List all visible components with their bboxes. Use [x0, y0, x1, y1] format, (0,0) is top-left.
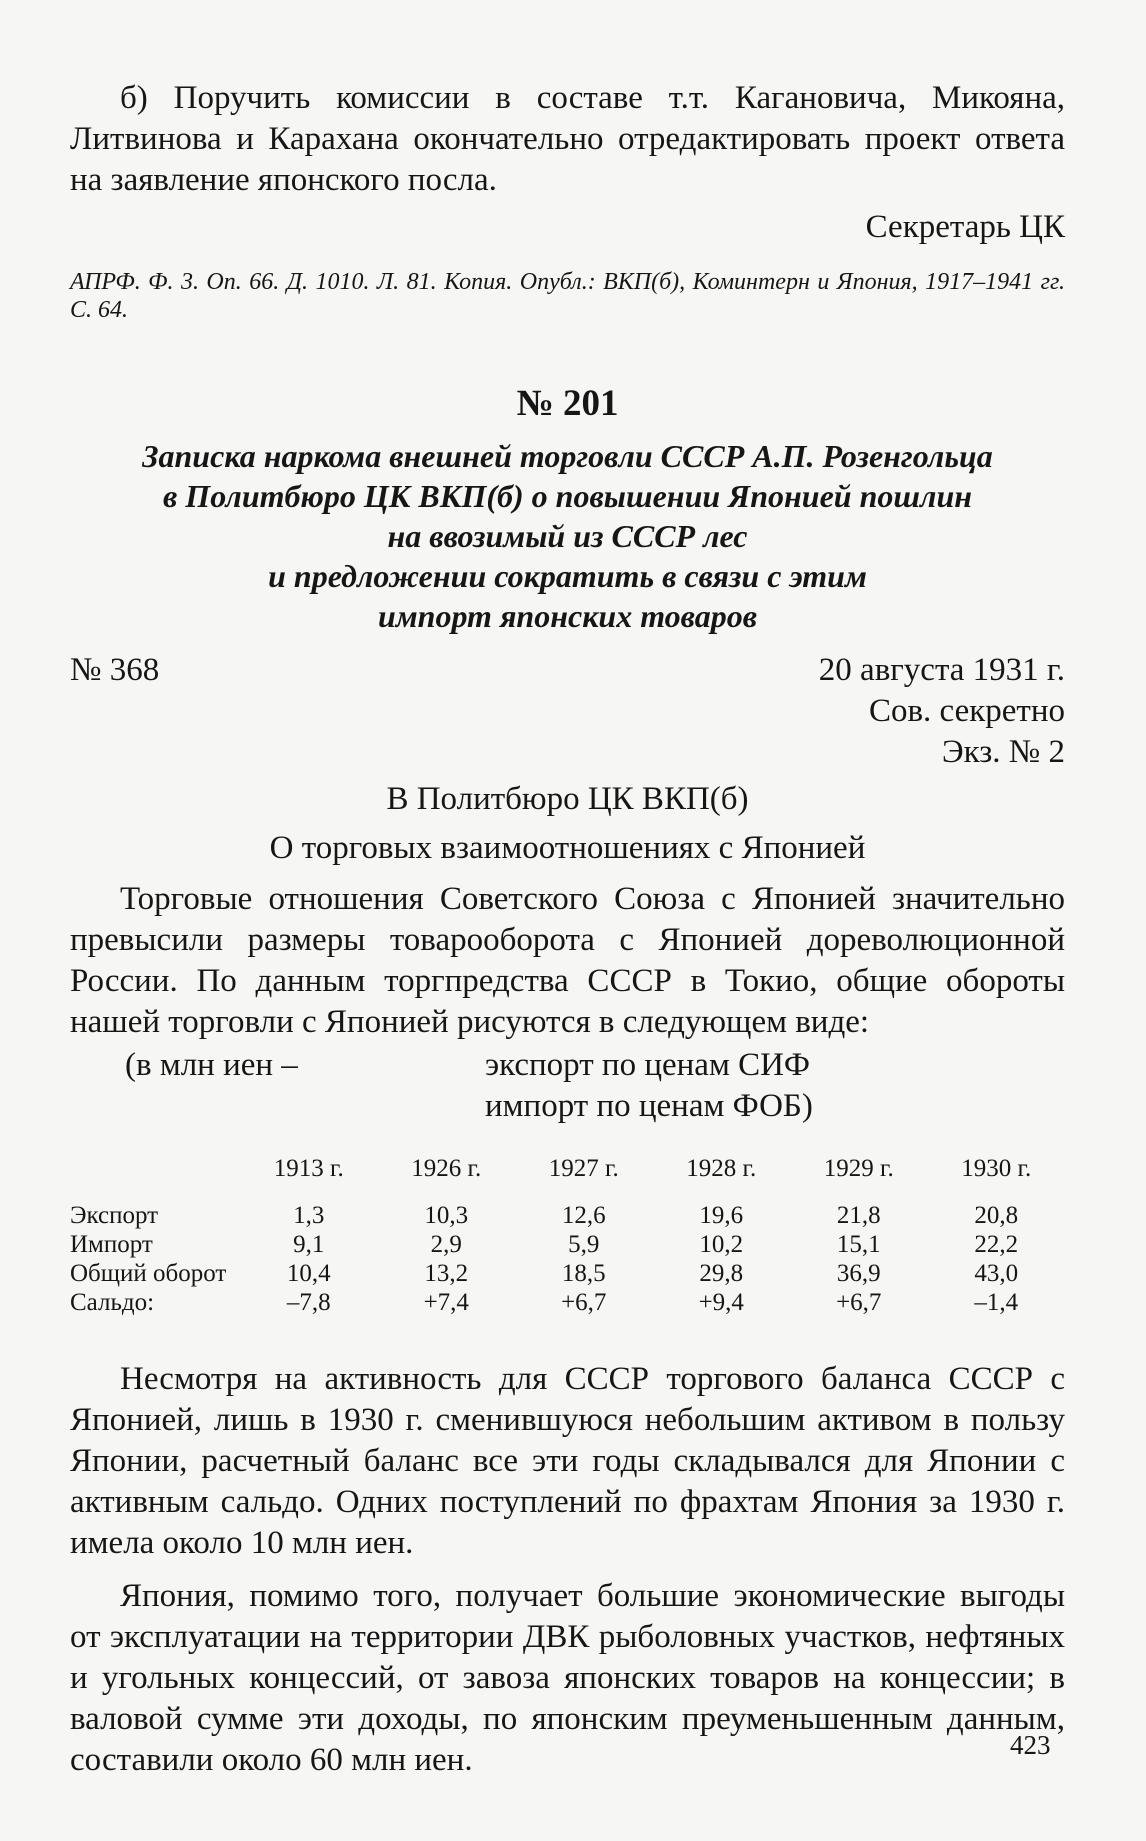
table-cell: 21,8	[836, 1202, 881, 1229]
table-cell: 12,6	[561, 1202, 606, 1229]
caption-left: (в млн иен –	[125, 1047, 298, 1083]
table-cell: –7,8	[286, 1289, 331, 1316]
row-label: Сальдо:	[70, 1289, 155, 1316]
title-line: в Политбюро ЦК ВКП(б) о повышении Японией пошлин	[163, 478, 972, 514]
secrecy-stamp: Сов. секретно	[868, 693, 1065, 729]
page-number: 423	[1010, 1730, 1051, 1760]
table-cell: 22,2	[974, 1231, 1019, 1258]
table-row	[70, 1201, 1065, 1230]
table-cell: +7,4	[423, 1289, 469, 1316]
row-label: Экспорт	[70, 1202, 159, 1229]
outgoing-number: № 368	[70, 652, 160, 688]
year-header: 1929 г.	[823, 1155, 894, 1182]
paragraph-3: Япония, помимо того, получает большие экономические выгоды от эксплуатации на территории ДВК рыболовных участков, нефтяных и угольных концессий, от завоза японских товаров на концессии; в валовой сумме эти доходы, по японским преуменьшенным данным, составили около 60 млн иен.	[70, 1578, 1065, 1778]
table-cell: 5,9	[568, 1231, 600, 1258]
table-cell: +6,7	[836, 1289, 882, 1316]
title-line: на ввозимый из СССР лес	[387, 518, 748, 554]
title-line: импорт японских товаров	[377, 598, 758, 634]
table-cell: 20,8	[974, 1202, 1019, 1229]
table-row	[70, 1230, 1065, 1259]
document-page	[70, 78, 1065, 1781]
addressee: В Политбюро ЦК ВКП(б)	[386, 781, 749, 817]
table-cell: 29,8	[699, 1260, 744, 1287]
table-cell: 9,1	[293, 1231, 325, 1258]
year-header: 1927 г.	[548, 1155, 619, 1182]
year-header: 1930 г.	[961, 1155, 1032, 1182]
table-cell: 10,2	[699, 1231, 744, 1258]
year-header: 1913 г.	[273, 1155, 344, 1182]
top-paragraph: б) Поручить комиссии в составе т.т. Кагановича, Микояна, Литвинова и Карахана окончательно отредактировать проект ответа на заявление японского посла.	[70, 80, 1065, 198]
table-cell: 1,3	[293, 1202, 325, 1229]
table-cell: 36,9	[836, 1260, 881, 1287]
table-cell: 13,2	[424, 1260, 469, 1287]
year-header: 1926 г.	[411, 1155, 482, 1182]
table-row	[70, 1288, 1065, 1317]
title-line: и предложении сократить в связи с этим	[268, 558, 867, 594]
document-number: № 201	[516, 383, 619, 424]
table-cell: +9,4	[698, 1289, 744, 1316]
source-note: АПРФ. Ф. 3. Оп. 66. Д. 1010. Л. 81. Копия. Опубл.: ВКП(б), Коминтерн и Япония, 1917–1941 гг. С. 64.	[70, 269, 1065, 323]
table-cell: 10,3	[424, 1202, 469, 1229]
row-label: Общий оборот	[70, 1260, 227, 1287]
caption-export: экспорт по ценам СИФ	[485, 1047, 810, 1083]
document-date: 20 августа 1931 г.	[818, 652, 1065, 688]
caption-right	[485, 1045, 1065, 1127]
table-cell: 15,1	[836, 1231, 881, 1258]
table-caption	[70, 1045, 1065, 1127]
copy-number: Экз. № 2	[941, 734, 1065, 770]
trade-table	[70, 1155, 1065, 1317]
table-cell: 43,0	[974, 1260, 1019, 1287]
table-cell: 18,5	[561, 1260, 606, 1287]
meta-row	[70, 650, 1065, 691]
signature: Секретарь ЦК	[865, 209, 1065, 245]
paragraph-2: Несмотря на активность для СССР торгового баланса СССР с Японией, лишь в 1930 г. сменившуюся небольшим активом в пользу Японии, расчетный баланс все эти годы складывался для Японии с активным сальдо. Одних поступлений по фрахтам Япония за 1930 г. имела около 10 млн иен.	[70, 1361, 1065, 1561]
table-cell: 19,6	[699, 1202, 744, 1229]
table-header-row	[70, 1155, 1065, 1201]
intro-paragraph: Торговые отношения Советского Союза с Японией значительно превысили размеры товарооборота с Японией дореволюционной России. По данным торгпредства СССР в Токио, общие обороты нашей торговли с Японией рисуются в следующем виде:	[70, 881, 1065, 1040]
row-label: Импорт	[70, 1231, 153, 1258]
table-cell: +6,7	[561, 1289, 607, 1316]
year-header: 1928 г.	[686, 1155, 757, 1182]
table-cell: 10,4	[286, 1260, 331, 1287]
title-line: Записка наркома внешней торговли СССР А.П. Розенгольца	[142, 438, 993, 474]
subject-heading: О торговых взаимоотношениях с Японией	[269, 830, 866, 866]
table-cell: –1,4	[974, 1289, 1019, 1316]
document-title	[70, 436, 1065, 636]
table-row	[70, 1259, 1065, 1288]
table-cell: 2,9	[430, 1231, 462, 1258]
caption-import: импорт по ценам ФОБ)	[485, 1088, 813, 1124]
